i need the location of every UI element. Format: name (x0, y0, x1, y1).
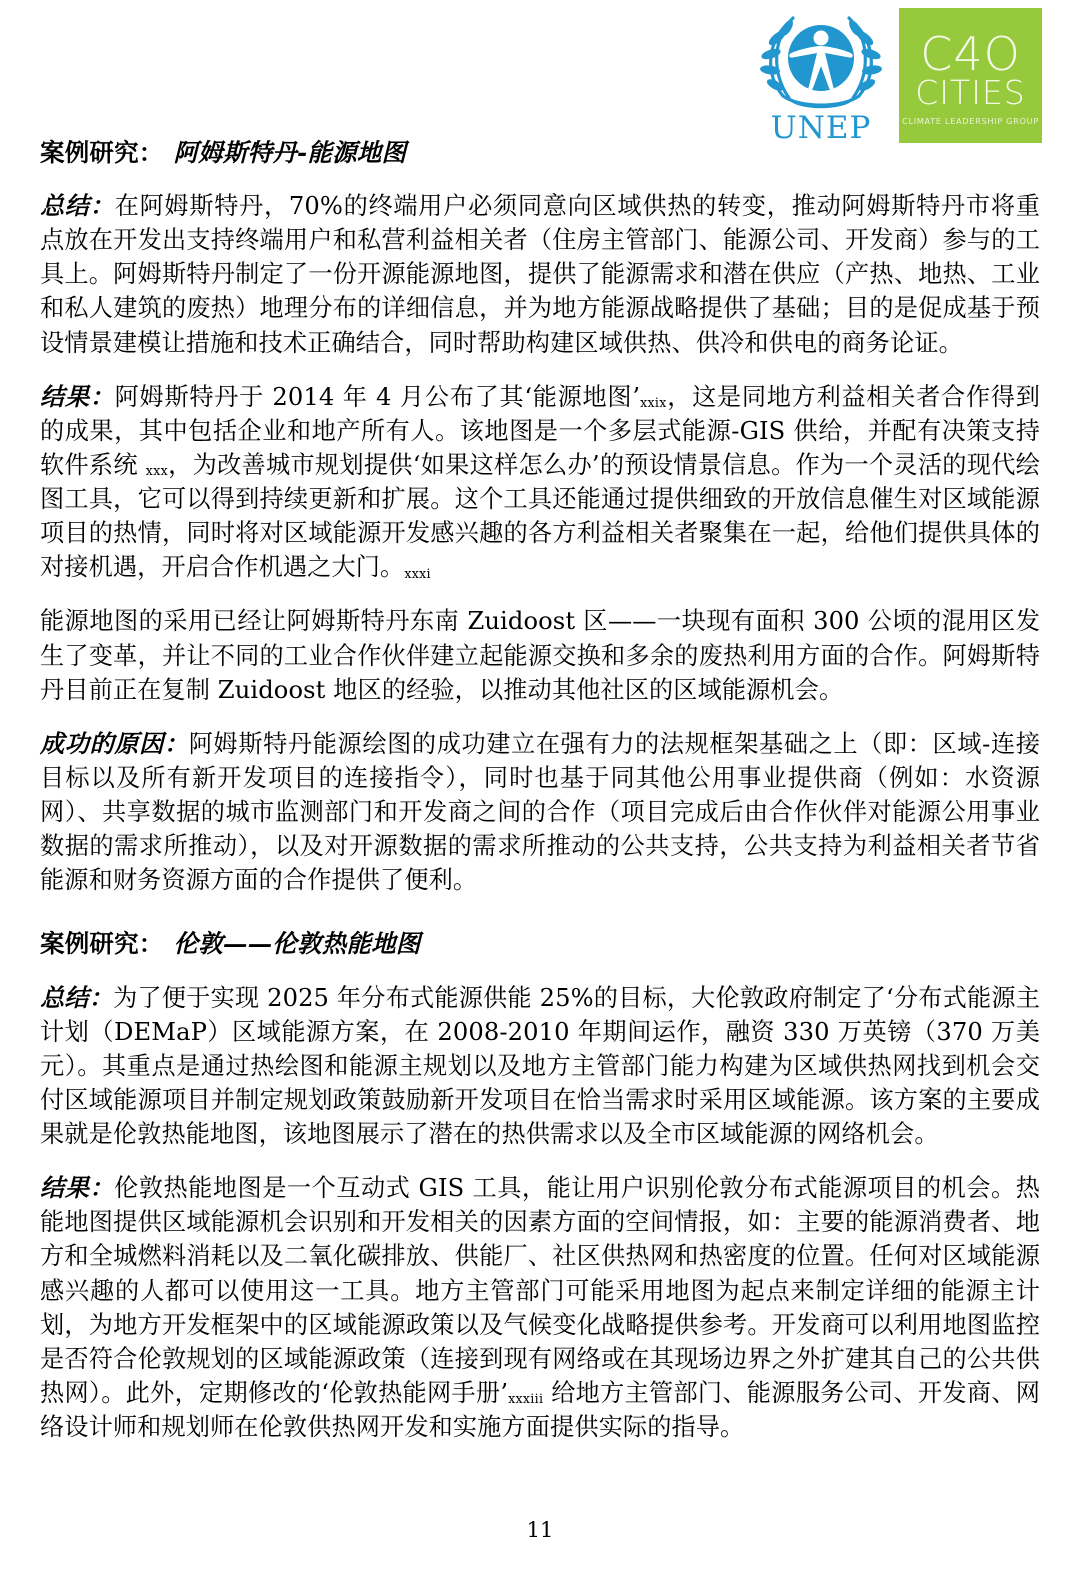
unep-logo (757, 8, 885, 144)
c40-tagline: CLIMATE LEADERSHIP GROUP (902, 116, 1039, 127)
page-number: 11 (526, 1518, 554, 1542)
paragraph-amsterdam-summary (40, 189, 1040, 360)
c40-wordmark-secondary: CITIES (915, 72, 1026, 112)
paragraph-lead: 结果： (40, 1173, 115, 1203)
paragraph-london-results (40, 1171, 1040, 1444)
paragraph-lead: 结果： (40, 381, 115, 411)
paragraph-text-3: ，为改善城市规划提供‘如果这样怎么办’的预设情景信息。作为一个灵活的现代绘图工具，它可以得到持续更新和扩展。这个工具还能通过提供细致的开放信息催生对区域能源项目的热情，同时将对区域能源开发感兴趣的各方利益相关者聚集在一起，给他们提供具体的对接机遇，开启合作机遇之大门。 (40, 450, 1040, 582)
case-study-heading-london (40, 927, 1040, 960)
reference-marker: xxxi (404, 565, 431, 581)
paragraph-text: 在阿姆斯特丹，70%的终端用户必须同意向区域供热的转变，推动阿姆斯特丹市将重点放在开发出支持终端用户和私营利益相关者（住房主管部门、能源公司、开发商）参与的工具上。阿姆斯特丹制定了一份开源能源地图，提供了能源需求和潜在供应（产热、地热、工业和私人建筑的废热）地理分布的详细信息，并为地方能源战略提供了基础；目的是促成基于预设情景建模让措施和技术正确结合，同时帮助构建区域供热、供冷和供电的商务论证。 (40, 192, 1040, 357)
paragraph-amsterdam-zuidoost (40, 604, 1040, 706)
reference-marker: xxxiii (508, 1391, 544, 1407)
header-logo-bar (757, 8, 1042, 144)
paragraph-text: 阿姆斯特丹能源绘图的成功建立在强有力的法规框架基础之上（即：区域-连接目标以及所有新开发项目的连接指令），同时也基于同其他公用事业提供商（例如：水资源网）、共享数据的城市监测部门和开发商之间的合作（项目完成后由合作伙伴对能源公用事业数据的需求所推动），以及对开源数据的需求所推动的公共支持，公共支持为利益相关者节省能源和财务资源方面的合作提供了便利。 (40, 729, 1040, 895)
paragraph-text: 阿姆斯特丹于 2014 年 4 月公布了其‘能源地图’ (114, 382, 641, 411)
paragraph-lead: 成功的原因： (40, 728, 189, 758)
paragraph-text-2: ，这是同地方利益相关者合作得到的成果，其中包括企业和地产所有人。该地图是一个多层式能源-GIS 供给，并配有决策支持软件系统 (40, 382, 1040, 479)
case-study-title: 伦敦——伦敦热能地图 (173, 929, 421, 959)
paragraph-amsterdam-results (40, 380, 1040, 585)
c40-logo (899, 8, 1042, 143)
paragraph-text: 为了便于实现 2025 年分布式能源供能 25%的目标，大伦敦政府制定了‘分布式能源主计划（DEMaP）区域能源方案，在 2008-2010 年期间运作，融资 330 万英镑（370 万美元）。其重点是通过热绘图和能源主规划以及地方主管部门能力构建为区域供热网找到机会交付区域能源项目并制定规划政策鼓励新开发项目在恰当需求时采用区域能源。该方案的主要成果就是伦敦热能地图，该地图展示了潜在的热供需求以及全市区域能源的网络机会。 (40, 983, 1040, 1148)
case-study-label: 案例研究： (40, 138, 164, 167)
paragraph-lead: 总结： (40, 982, 114, 1012)
unep-wordmark: UNEP (770, 110, 872, 146)
case-study-heading-amsterdam (40, 136, 1040, 169)
paragraph-text: 能源地图的采用已经让阿姆斯特丹东南 Zuidoost 区——一块现有面积 300 公顷的混用区发生了变革，并让不同的工业合作伙伴建立起能源交换和多余的废热利用方面的合作。阿姆斯特丹目前正在复制 Zuidoost 地区的经验，以推动其他社区的区域能源机会。 (40, 607, 1040, 704)
paragraph-london-summary (40, 981, 1040, 1152)
paragraph-amsterdam-success-factors (40, 727, 1040, 898)
reference-marker: xxix (640, 394, 667, 410)
paragraph-text: 伦敦热能地图是一个互动式 GIS 工具，能让用户识别伦敦分布式能源项目的机会。热能地图提供区域能源机会识别和开发相关的因素方面的空间情报，如：主要的能源消费者、地方和全城燃料消耗以及二氧化碳排放、供能厂、社区供热网和热密度的位置。任何对区域能源感兴趣的人都可以使用这一工具。地方主管部门可能采用地图为起点来制定详细的能源主计划，为地方开发框架中的区域能源政策以及气候变化战略提供参考。开发商可以利用地图监控是否符合伦敦规划的区域能源政策（连接到现有网络或在其现场边界之外扩建其自己的公共供热网）。此外，定期修改的‘伦敦热能网手册’ (40, 1174, 1040, 1407)
document-body (40, 136, 1040, 1464)
paragraph-text-2: 给地方主管部门、能源服务公司、开发商、网络设计师和规划师在伦敦供热网开发和实施方面提供实际的指导。 (40, 1378, 1040, 1441)
case-study-title: 阿姆斯特丹-能源地图 (173, 138, 407, 167)
paragraph-lead: 总结： (40, 191, 115, 221)
reference-marker: xxx (145, 463, 168, 479)
c40-wordmark-primary: C4O (920, 26, 1021, 81)
unep-laurel-figure-icon (757, 8, 885, 118)
case-study-label: 案例研究： (40, 929, 164, 959)
